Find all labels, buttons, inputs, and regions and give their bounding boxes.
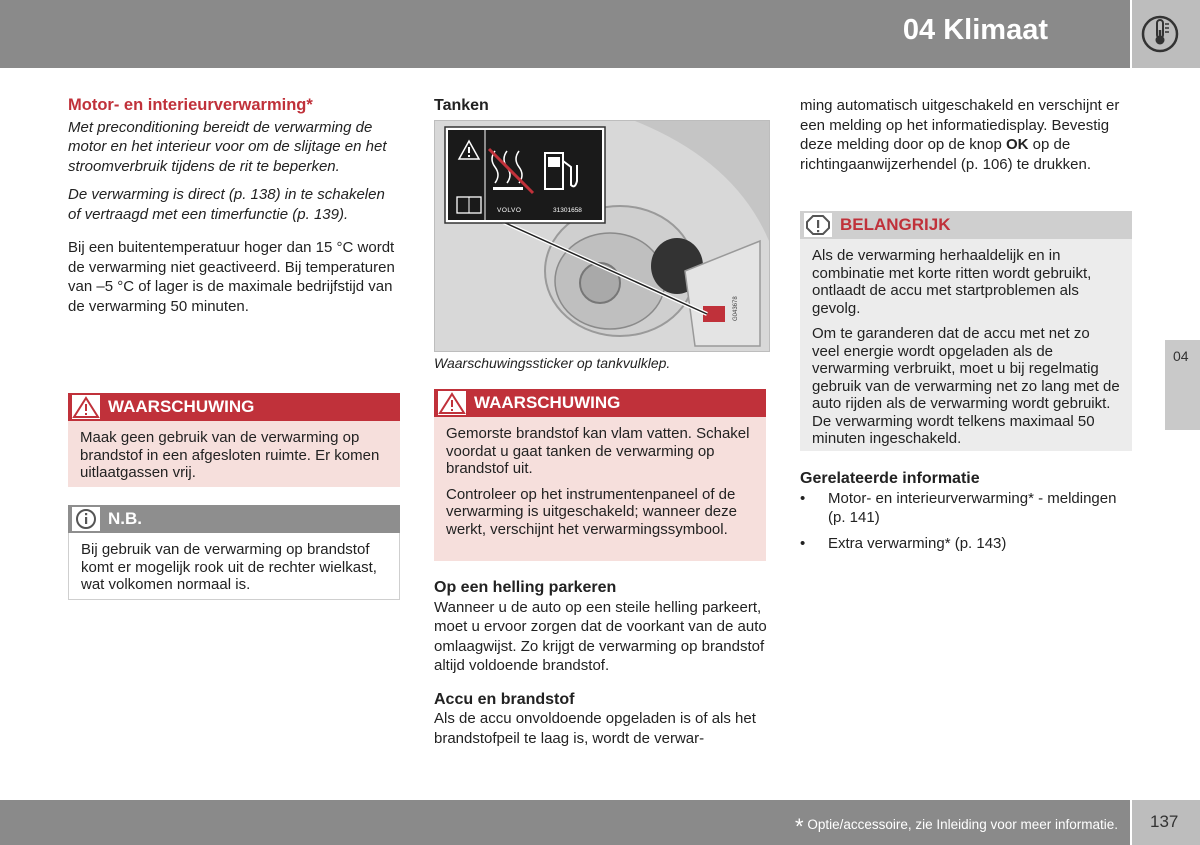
column-2-title bbox=[434, 96, 768, 116]
intro-paragraph: Met preconditioning bereidt de verwarming de motor en het interieur voor om de slijtage en het stroomverbruik tijdens de rit te beperken. bbox=[68, 118, 387, 175]
warning-box-header-2: WAARSCHUWING bbox=[434, 389, 766, 417]
sticker-code: 31301658 bbox=[553, 207, 582, 214]
warning-text-1: Gemorste brandstof kan vlam vatten. Schakel voordat u gaat tanken de verwarming op brandstof uit. bbox=[446, 425, 750, 477]
page-footer bbox=[0, 800, 1130, 845]
ok-key-label: OK bbox=[1005, 136, 1029, 153]
related-title: Gerelateerde informatie bbox=[800, 470, 980, 487]
important-box-text bbox=[800, 239, 1132, 451]
chapter-icon-box bbox=[1132, 0, 1200, 68]
continued-paragraph: ming automatisch uitgeschakeld en verschijnt er een melding op het informatiedisplay. Bevestig deze melding door op de knop OK op de richtingaanwijzerhendel (p. 106) te drukken. bbox=[800, 97, 1120, 173]
page-number-box bbox=[1132, 800, 1200, 845]
body-paragraph: Bij een buitentemperatuur hoger dan 15 °C wordt de verwarming niet geactiveerd. Bij temperaturen van –5 °C of lager is de maximale bedrijfstijd van de verwarming 50 minuten. bbox=[68, 239, 395, 315]
chapter-title: 04 Klimaat bbox=[902, 14, 1048, 46]
figure-code: G043678 bbox=[733, 296, 739, 321]
fuel-flap-illustration bbox=[434, 120, 770, 352]
related-list bbox=[800, 489, 1132, 554]
important-text-1: Als de verwarming herhaaldelijk en in combinatie met korte ritten wordt gebruikt, ontlaadt de accu met startproblemen als gevolg. bbox=[812, 247, 1092, 317]
warning-triangle-icon bbox=[72, 395, 100, 419]
exclamation-icon bbox=[804, 213, 832, 237]
note-box-header: N.B. bbox=[68, 505, 400, 533]
related-info bbox=[800, 469, 1132, 559]
page-header bbox=[0, 0, 1130, 68]
related-link[interactable]: • Extra verwarming* (p. 143) bbox=[800, 534, 1132, 554]
footer-note: * Optie/accessoire, zie Inleiding voor meer informatie. bbox=[795, 814, 1118, 839]
intro-paragraph-2: De verwarming is direct (p. 138) in te schakelen of vertraagd met een timerfunctie (p. 139). bbox=[68, 186, 385, 223]
section-title-tanken: Tanken bbox=[434, 97, 489, 114]
warning-box-text-2 bbox=[434, 417, 766, 561]
column-3-top bbox=[800, 96, 1132, 174]
slope-text: Wanneer u de auto op een steile helling parkeert, moet u ervoor zorgen dat de voorkant van de auto omlaagwijst. Zo krijgt de verwarming op brandstof altijd voldoende brandstof. bbox=[434, 598, 767, 674]
important-box-header: BELANGRIJK bbox=[800, 211, 1132, 239]
sticker-brand: VOLVO bbox=[497, 207, 522, 214]
fuel-flap-drawing bbox=[435, 121, 769, 351]
column-2-lower bbox=[434, 578, 768, 748]
figure-caption: Waarschuwingssticker op tankvulklep. bbox=[434, 355, 671, 371]
warning-box-text: Maak geen gebruik van de verwarming op brandstof in een afgesloten ruimte. Er komen uitlaatgassen vrij. bbox=[68, 421, 400, 487]
note-box-text: Bij gebruik van de verwarming op brandstof komt er mogelijk rook uit de rechter wielkast, wat volkomen normaal is. bbox=[68, 533, 400, 600]
battery-text: Als de accu onvoldoende opgeladen is of als het brandstofpeil te laag is, wordt de verwar- bbox=[434, 710, 756, 747]
warning-text-2: Controleer op het instrumentenpaneel of de verwarming is uitgeschakeld; wanneer deze werkt, verschijnt het verwarmingssymbool. bbox=[446, 485, 737, 538]
info-icon bbox=[72, 507, 100, 531]
battery-title: Accu en brandstof bbox=[434, 690, 575, 708]
column-1 bbox=[68, 96, 398, 316]
related-link[interactable]: • Motor- en interieurverwarming* - meldingen (p. 141) bbox=[800, 489, 1132, 528]
warning-box-header: WAARSCHUWING bbox=[68, 393, 400, 421]
section-title: Motor- en interieurverwarming* bbox=[68, 96, 313, 114]
thermometer-icon bbox=[1132, 0, 1200, 68]
warning-triangle-icon bbox=[438, 391, 466, 415]
important-text-2: Om te garanderen dat de accu met net zo veel energie wordt opgeladen als de verwarming verbruikt, moet u bij regelmatig gebruik van de verwarming net zo lang met de auto rijden als de verwarming wordt gebruikt. De verwarming wordt telkens maximaal 50 minuten ingeschakeld. bbox=[812, 325, 1120, 447]
chapter-side-tab: 04 bbox=[1165, 340, 1200, 430]
page-number: 137 bbox=[1150, 812, 1179, 831]
slope-title: Op een helling parkeren bbox=[434, 579, 617, 596]
